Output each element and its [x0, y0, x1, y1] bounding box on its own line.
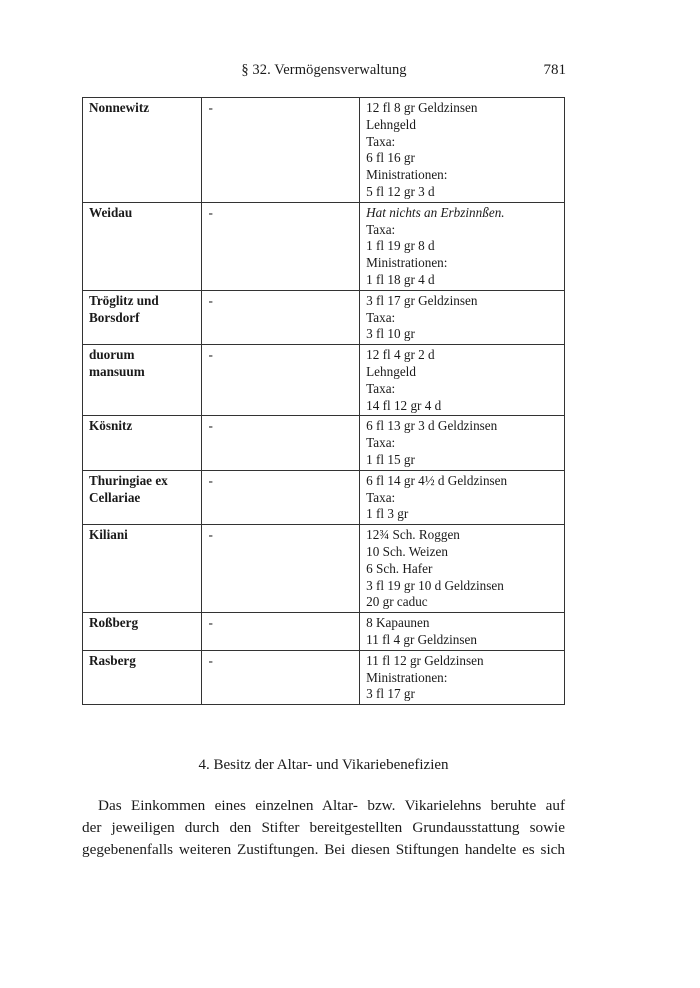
- income-line: Ministrationen:: [366, 669, 448, 685]
- income-cell: [360, 345, 565, 416]
- place-cell: [83, 416, 202, 470]
- income-line: Taxa:: [366, 435, 396, 451]
- income-cell: [360, 650, 565, 704]
- income-line: 1 fl 18 gr 4 d: [366, 271, 435, 287]
- table-row: [83, 613, 565, 651]
- income-line: Lehngeld: [366, 116, 416, 132]
- place-name-line: Tröglitz und: [89, 292, 159, 308]
- table-row: [83, 650, 565, 704]
- income-cell: [360, 98, 565, 203]
- running-head: [82, 62, 566, 82]
- income-cell: [360, 525, 565, 613]
- income-line: 20 gr caduc: [366, 594, 428, 610]
- table-row: [83, 470, 565, 524]
- income-line: 6 fl 13 gr 3 d Geldzinsen: [366, 418, 498, 434]
- income-cell: [360, 416, 565, 470]
- income-line: Taxa:: [366, 380, 396, 396]
- place-name-line: Roßberg: [89, 615, 139, 631]
- place-name-line: Weidau: [89, 204, 133, 220]
- income-line: 12 fl 4 gr 2 d: [366, 347, 435, 363]
- income-cell: [360, 290, 565, 344]
- income-line: 11 fl 4 gr Geldzinsen: [366, 631, 477, 647]
- income-line: Lehngeld: [366, 363, 416, 379]
- dash-cell: -: [202, 98, 360, 203]
- place-cell: [83, 470, 202, 524]
- income-line: Ministrationen:: [366, 167, 448, 183]
- place-cell: [83, 98, 202, 203]
- income-line: 10 Sch. Weizen: [366, 543, 448, 559]
- income-line: 1 fl 3 gr: [366, 506, 409, 522]
- income-line: 1 fl 19 gr 8 d: [366, 238, 435, 254]
- dash-cell: -: [202, 525, 360, 613]
- dash-cell: -: [202, 613, 360, 651]
- income-line: 3 fl 17 gr: [366, 686, 415, 702]
- place-name-line: mansuum: [89, 363, 145, 379]
- income-line: 1 fl 15 gr: [366, 451, 415, 467]
- income-line: 3 fl 10 gr: [366, 326, 415, 342]
- place-name-line: Nonnewitz: [89, 100, 150, 115]
- income-line: 3 fl 19 gr 10 d Geldzinsen: [366, 577, 504, 593]
- income-line: Ministrationen:: [366, 255, 448, 271]
- table-row: [83, 202, 565, 290]
- income-cell: [360, 470, 565, 524]
- body-line: gegebenenfalls weiteren Zustiftungen. Bei diesen Stiftungen handelte es sich: [82, 841, 565, 858]
- body-paragraph: [82, 795, 565, 861]
- income-line: Taxa:: [366, 309, 396, 325]
- income-line: 5 fl 12 gr 3 d: [366, 183, 435, 199]
- place-cell: [83, 202, 202, 290]
- place-cell: [83, 650, 202, 704]
- income-line: Taxa:: [366, 489, 396, 505]
- income-line: 6 Sch. Hafer: [366, 560, 433, 576]
- place-cell: [83, 525, 202, 613]
- income-line: Hat nichts an Erbzinnßen.: [366, 204, 505, 220]
- page-number: 781: [543, 62, 566, 78]
- income-cell: [360, 613, 565, 651]
- dash-cell: -: [202, 290, 360, 344]
- table-row: [83, 290, 565, 344]
- dash-cell: -: [202, 470, 360, 524]
- place-name-line: Kösnitz: [89, 418, 133, 434]
- place-name-line: duorum: [89, 347, 135, 363]
- income-line: 6 fl 14 gr 4½ d Geldzinsen: [366, 472, 508, 488]
- section-heading: 4. Besitz der Altar- und Vikariebenefizien: [198, 757, 449, 773]
- running-head-title: § 32. Vermögensverwaltung: [241, 62, 407, 78]
- body-line: Das Einkommen eines einzelnen Altar- bzw. Vikarielehns beruhte auf: [98, 797, 565, 814]
- dash-cell: -: [202, 416, 360, 470]
- place-name-line: Thuringiae ex: [89, 472, 168, 488]
- income-line: 11 fl 12 gr Geldzinsen: [366, 652, 484, 668]
- income-line: 6 fl 16 gr: [366, 150, 415, 166]
- income-line: 8 Kapaunen: [366, 615, 430, 631]
- dash-cell: -: [202, 345, 360, 416]
- income-line: 3 fl 17 gr Geldzinsen: [366, 292, 478, 308]
- income-line: Taxa:: [366, 133, 396, 149]
- place-cell: [83, 345, 202, 416]
- income-cell: [360, 202, 565, 290]
- place-cell: [83, 613, 202, 651]
- place-name-line: Borsdorf: [89, 309, 140, 325]
- income-table: [82, 97, 565, 705]
- income-table-body: [83, 98, 565, 705]
- table-row: [83, 525, 565, 613]
- income-line: 12¾ Sch. Roggen: [366, 527, 460, 543]
- table-row: [83, 345, 565, 416]
- income-line: 14 fl 12 gr 4 d: [366, 397, 442, 413]
- income-line: 12 fl 8 gr Geldzinsen: [366, 100, 478, 115]
- place-name-line: Kiliani: [89, 527, 128, 543]
- income-line: Taxa:: [366, 221, 396, 237]
- table-row: [83, 98, 565, 203]
- place-cell: [83, 290, 202, 344]
- body-line: der jeweiligen durch den Stifter bereitgestellten Grundausstattung sowie: [82, 819, 565, 836]
- place-name-line: Rasberg: [89, 652, 136, 668]
- table-row: [83, 416, 565, 470]
- place-name-line: Cellariae: [89, 489, 141, 505]
- dash-cell: -: [202, 650, 360, 704]
- dash-cell: -: [202, 202, 360, 290]
